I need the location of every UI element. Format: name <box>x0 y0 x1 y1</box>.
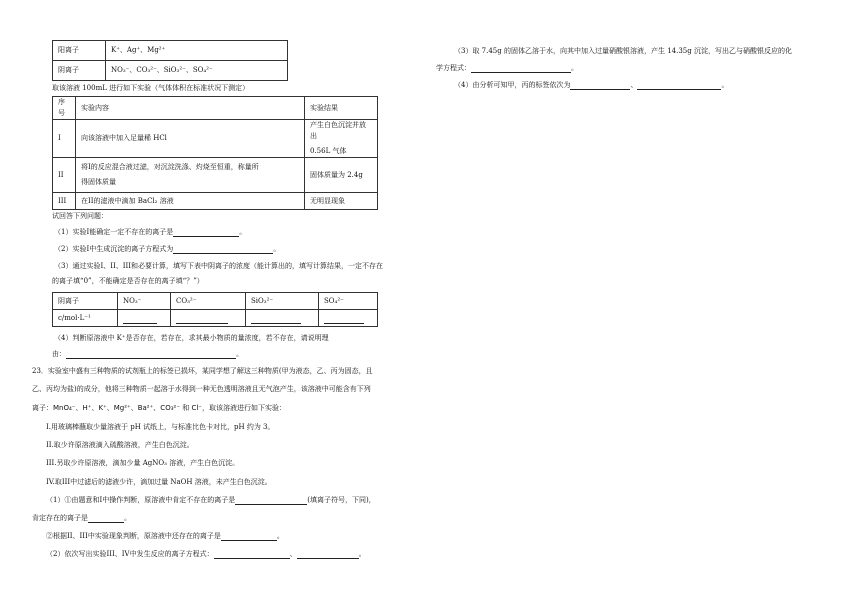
conc-cell[interactable] <box>246 310 319 327</box>
question-text: （2）依次写出实验III、IV中发生反应的离子方程式： <box>46 550 214 558</box>
row-result: 无明显现象 <box>305 193 378 210</box>
question-text: ②根据II、III中实验现象判断，原溶液中还存在的离子是 <box>46 532 221 540</box>
answer-blank[interactable] <box>471 64 571 73</box>
problem-23-line-3 <box>32 403 286 413</box>
step-1: I.用玻璃棒蘸取少量溶液于 pH 试纸上，与标准比色卡对比，pH 约为 3。 <box>46 423 275 431</box>
row-content: 在II的滤液中滴加 BaCl₂ 溶液 <box>76 193 305 210</box>
answer-blank[interactable] <box>570 81 630 90</box>
question-text: 肯定存在的离子是 <box>32 514 88 522</box>
anion-value: NO₃⁻、CO₃²⁻、SiO₃²⁻、SO₄²⁻ <box>106 61 288 81</box>
answer-blank[interactable] <box>235 496 307 505</box>
question-text: 由： <box>52 350 66 358</box>
right-question-4: （4）由分析可知甲，丙的标签依次为 、 。 <box>454 81 729 89</box>
question-4-line-1: （4）判断原溶液中 K⁺是否存在，若存在，求其最小物质的量浓度，若不存在，请说明理 <box>54 334 329 342</box>
header-no: 序号 <box>53 97 76 120</box>
question-4-line-2: 由： 。 <box>52 350 243 358</box>
question-text: (填离子符号，下同)， <box>307 496 376 504</box>
answer-blank[interactable] <box>88 514 124 523</box>
cation-value: K⁺、Ag⁺、Mg²⁺ <box>106 41 288 61</box>
conc-cell[interactable] <box>171 310 246 327</box>
header-so4: SO₄²⁻ <box>319 293 378 310</box>
answer-blank[interactable] <box>176 315 228 324</box>
row-content-line: 得固体质量 <box>81 178 116 186</box>
answer-blank[interactable] <box>251 315 301 324</box>
problem-23-line-2: 乙、丙均为盐)的成分，他将三种物质一起溶于水得到一种无色透明溶液且无气泡产生，该溶液中可能含有下列 <box>32 385 371 393</box>
sub-question-3: （2）依次写出实验III、IV中发生反应的离子方程式： 、 。 <box>46 550 366 558</box>
header-anion: 阴离子 <box>53 293 118 310</box>
question-3-line-1: （3）通过实验I、II、III和必要计算，填写下表中阴离子的浓度（能计算出的，填写计算结果，一定不存在 <box>54 262 384 270</box>
table-row <box>53 293 378 310</box>
step-2: II.取少许原溶液滴入硫酸溶液，产生白色沉淀。 <box>46 441 194 449</box>
sub-question-2: ②根据II、III中实验现象判断，原溶液中还存在的离子是 。 <box>46 532 284 540</box>
question-text: （4）由分析可知甲，丙的标签依次为 <box>454 81 571 89</box>
table-row <box>53 61 288 81</box>
answer-blank[interactable] <box>637 81 721 90</box>
concentration-table <box>52 292 378 327</box>
row-result-line: 产生白色沉淀并放出 <box>310 121 366 140</box>
row-result-line: 0.56L 气体 <box>310 147 347 155</box>
question-text: （1）①由题意和I中操作判断，原溶液中肯定不存在的离子是 <box>46 496 236 504</box>
question-text: 学方程式： <box>436 64 471 72</box>
table-row <box>53 120 378 158</box>
conc-cell[interactable] <box>118 310 171 327</box>
problem-text: ，取该溶液进行如下实验： <box>202 404 286 412</box>
question-text: （1）实验I能确定一定不存在的离子是 <box>54 228 174 236</box>
anion-label: 阴离子 <box>53 61 106 81</box>
right-question-3-line-1: （3）取 7.45g 的固体乙溶于水，向其中加入过量硝酸银溶液，产生 14.35g 沉淀，写出乙与硝酸银反应的化 <box>454 47 792 55</box>
answer-blank[interactable] <box>221 532 277 541</box>
question-3-line-2: 的离子填“0”，不能确定是否存在的离子填“？”） <box>52 277 204 285</box>
row-result <box>305 120 378 158</box>
table-row <box>53 310 378 327</box>
table-row <box>53 158 378 193</box>
header-result: 实验结果 <box>305 97 378 120</box>
ion-table <box>52 40 288 81</box>
answer-blank[interactable] <box>173 228 239 237</box>
answer-blank[interactable] <box>123 315 157 324</box>
step-3: III.另取少许原溶液，滴加少量 AgNO₃ 溶液，产生白色沉淀。 <box>46 459 240 467</box>
row-content <box>76 158 305 193</box>
row-no: I <box>53 120 76 158</box>
header-no3: NO₃⁻ <box>118 293 171 310</box>
answer-blank[interactable] <box>214 550 290 559</box>
answer-blank[interactable] <box>297 550 359 559</box>
header-sio3: SiO₃²⁻ <box>246 293 319 310</box>
problem-23-line-1: 23．实验室中盛有三种物质的试剂瓶上的标签已损坏，某同学想了解这三种物质(甲为液态，乙、丙为固态，且 <box>32 367 373 375</box>
row-content: 向该溶液中加入足量稀 HCl <box>76 120 305 158</box>
row-content-line: 将I的反应混合液过滤，对沉淀洗涤、灼烧至恒重，称量所 <box>81 163 259 171</box>
experiment-table <box>52 96 378 210</box>
question-text: （2）实验I中生成沉淀的离子方程式为 <box>54 245 174 253</box>
table-row <box>53 193 378 210</box>
conc-cell[interactable] <box>319 310 378 327</box>
cation-label: 阳离子 <box>53 41 106 61</box>
question-1: （1）实验I能确定一定不存在的离子是 。 <box>54 228 247 236</box>
problem-text: 离子： <box>32 404 53 412</box>
header-content: 实验内容 <box>76 97 305 120</box>
step-4: IV.取III中过滤后的滤液少许，滴加过量 NaOH 溶液，未产生白色沉淀。 <box>46 478 272 486</box>
table-row <box>53 41 288 61</box>
answer-blank[interactable] <box>324 315 364 324</box>
sub-question-1b: 肯定存在的离子是 。 <box>32 514 131 522</box>
header-co3: CO₃²⁻ <box>171 293 246 310</box>
row-result: 固体质量为 2.4g <box>305 158 378 193</box>
answer-blank[interactable] <box>66 350 236 359</box>
answer-blank[interactable] <box>173 245 273 254</box>
question-2: （2）实验I中生成沉淀的离子方程式为 。 <box>54 245 281 253</box>
right-question-3-line-2: 学方程式： 。 <box>436 64 578 72</box>
experiment-intro: 取该溶液 100mL 进行如下实验（气体体积在标准状况下测定） <box>52 84 250 92</box>
sub-question-1 <box>46 495 376 505</box>
question-prompt: 试回答下列问题： <box>52 212 108 220</box>
row-no: III <box>53 193 76 210</box>
table-row <box>53 97 378 120</box>
row-no: II <box>53 158 76 193</box>
conc-label: c/mol·L⁻¹ <box>53 310 118 327</box>
ion-list: MnO₄⁻、H⁺、K⁺、Mg²⁺、Ba²⁺、CO₃²⁻ 和 Cl⁻ <box>53 404 202 412</box>
